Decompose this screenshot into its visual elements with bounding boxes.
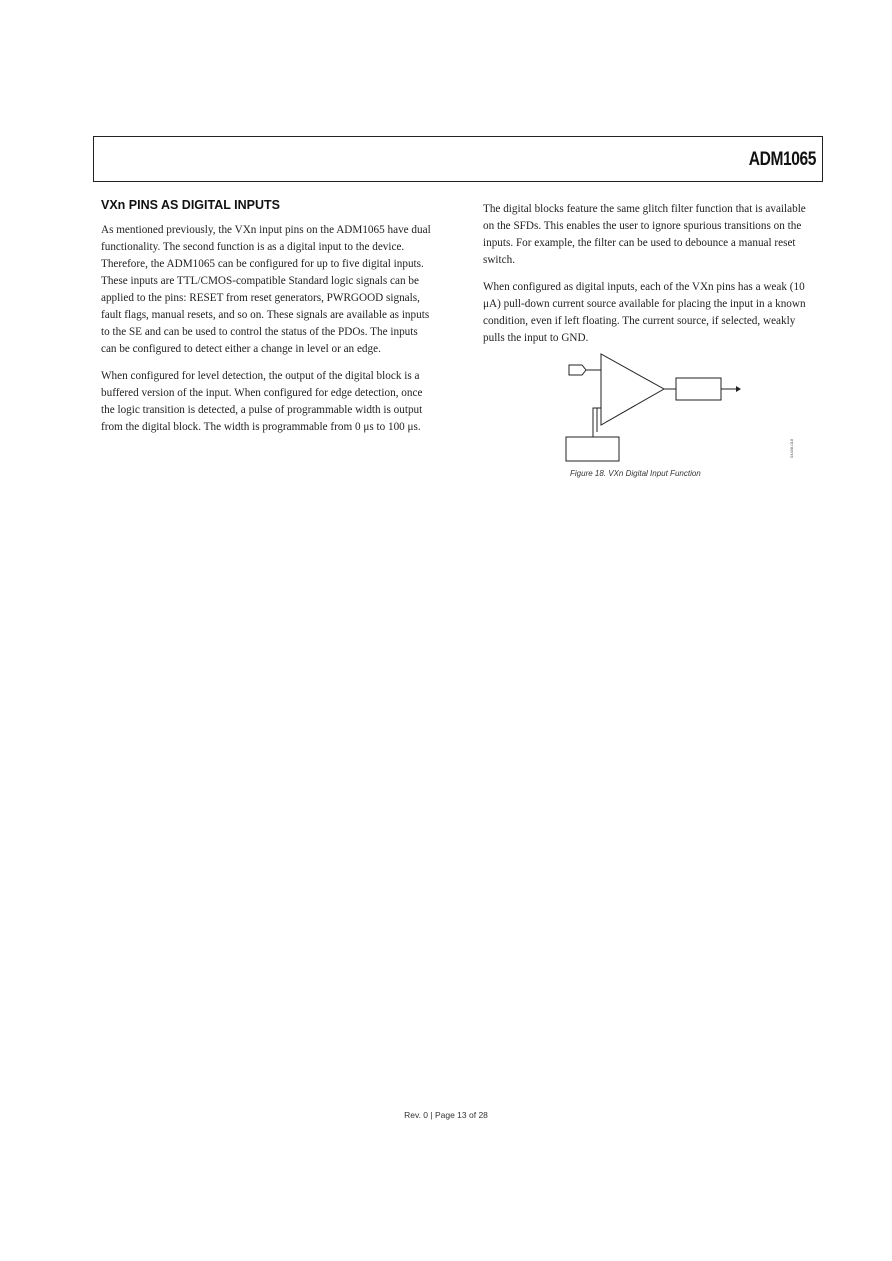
section-heading: VXn PINS AS DIGITAL INPUTS <box>101 198 280 212</box>
comparator-symbol <box>601 354 664 425</box>
left-column <box>101 198 436 446</box>
page-header <box>93 136 823 182</box>
current-source-block <box>566 437 619 461</box>
figure-caption: Figure 18. VXn Digital Input Function <box>570 469 701 478</box>
digital-block <box>676 378 721 400</box>
right-paragraph-2: When configured as digital inputs, each of the VXn pins has a weak (10 μA) pull-down current source available for placing the input in a known condition, even if left floating. The current source, if selected, weakly pulls the input to GND. <box>483 281 806 344</box>
page-footer: Rev. 0 | Page 13 of 28 <box>404 1110 488 1120</box>
output-arrow <box>736 386 741 392</box>
figure-code: 04438-018 <box>789 438 794 458</box>
part-number: ADM1065 <box>748 149 816 170</box>
left-paragraph-1: As mentioned previously, the VXn input pins on the ADM1065 have dual functionality. The second function is as a digital input to the device. Therefore, the ADM1065 can be configured for up to five digital inputs. These inputs are TTL/CMOS-compatible Standard logic signals can be applied to the pins: RESET from reset generators, PWRGOOD signals, fault flags, manual resets, and so on. These signals are available as inputs to the SE and can be used to control the status of the PDOs. The inputs can be configured to detect either a change in level or an edge. <box>101 224 431 355</box>
right-column <box>483 201 818 357</box>
input-pin-symbol <box>569 365 586 375</box>
diagram-svg <box>560 352 805 467</box>
digital-input-diagram <box>560 352 805 484</box>
left-paragraph-2: When configured for level detection, the output of the digital block is a buffered version of the input. When configured for edge detection, once the logic transition is detected, a pulse of programmable width is output from the digital block. The width is programmable from 0 μs to 100 μs. <box>101 370 423 433</box>
right-paragraph-1: The digital blocks feature the same glitch filter function that is available on the SFDs. This enables the user to ignore spurious transitions on the inputs. For example, the filter can be used to debounce a manual reset switch. <box>483 203 806 266</box>
